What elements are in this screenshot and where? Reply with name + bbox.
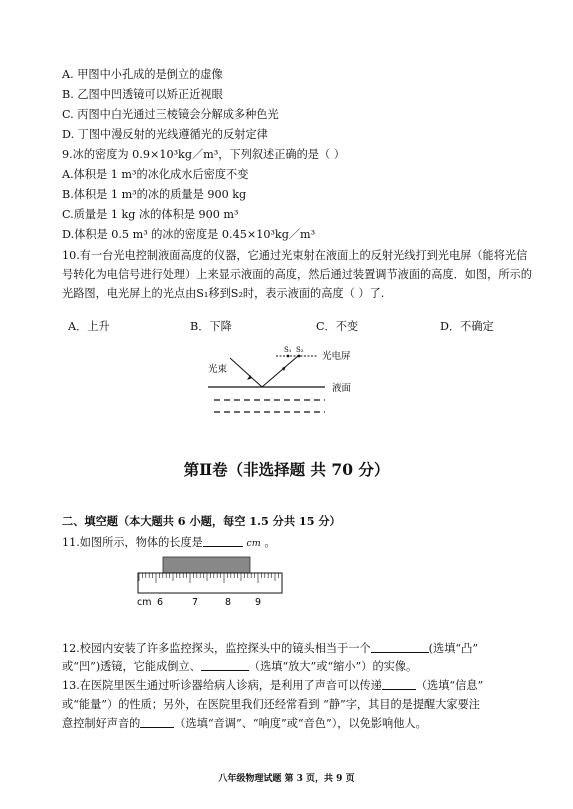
- reflected-beam: [262, 356, 298, 387]
- q12-blank-2[interactable]: [201, 659, 249, 671]
- q10-light-path-figure: [200, 342, 370, 422]
- ruler-unit-label: cm: [137, 597, 152, 608]
- q10-option-d: D．不确定: [440, 320, 494, 333]
- ruler-label-8: 8: [225, 597, 232, 608]
- screen-label: 光电屏: [322, 351, 351, 362]
- point-s2: [298, 355, 301, 358]
- q11-unit: cm: [246, 538, 261, 549]
- q12-text-c: 或“凹”)透镜，它能成倒立、: [62, 660, 201, 673]
- liquid-label: 液面: [332, 383, 352, 394]
- q13-blank-2[interactable]: [140, 716, 174, 728]
- s2-label: S₂: [296, 346, 304, 354]
- q12-text-d: （选填“放大”或“缩小”）的实像。: [248, 660, 418, 673]
- q13-line-2: 或“能量”）的性质；另外，在医院里我们还经常看到 “静”字，其目的是提醒大家要注: [62, 698, 480, 711]
- q10-option-b: B．下降: [190, 320, 232, 333]
- q8-option-a: A. 甲图中小孔成的是倒立的虚像: [62, 68, 223, 81]
- fill-section-heading: 二、填空题（本大题共 6 小题，每空 1.5 分共 15 分）: [62, 514, 341, 528]
- q11-answer-blank[interactable]: [203, 535, 243, 547]
- ruler-label-9: 9: [255, 597, 262, 608]
- incident-beam: [230, 358, 262, 387]
- reflected-arrow: [282, 366, 286, 371]
- q10-option-c: C．不变: [316, 320, 359, 333]
- q8-option-b: B. 乙图中凹透镜可以矫正近视眼: [62, 88, 223, 101]
- beam-label: 光束: [208, 364, 228, 375]
- page-footer: 八年级物理试题 第 3 页，共 9 页: [218, 774, 355, 784]
- q8-option-c: C. 丙图中白光通过三棱镜会分解成多种色光: [62, 108, 279, 121]
- q9-stem: 9.冰的密度为 0.9×10³kg／m³，下列叙述正确的是（ ）: [62, 148, 345, 161]
- q9-option-b: B.体积是 1 m³的冰的质量是 900 kg: [62, 188, 247, 201]
- q9-option-d: D.体积是 0.5 m³ 的冰的密度是 0.45×10³kg／m³: [62, 228, 316, 241]
- q12-text-a: 12.校园内安装了许多监控探头，监控探头中的镜头相当于一个: [62, 642, 371, 655]
- q11-text: 11.如图所示，物体的长度是: [62, 536, 203, 549]
- s1-label: S₁: [284, 346, 292, 354]
- q8-option-d: D. 丁图中漫反射的光线遵循光的反射定律: [62, 128, 268, 141]
- q13-text-d: 意控制好声音的: [62, 717, 141, 730]
- q13-text-b: （选填“信息”: [415, 679, 484, 692]
- q13-line-1: [62, 678, 483, 694]
- measured-object: [163, 557, 250, 573]
- q10-stem: 10.有一台光电控制液面高度的仪器，它通过光束射在液面上的反射光线打到光电屏（能将光信号转化为电信号进行处理）上来显示液面的高度，然后通过装置调节液面的高度．如图，所示的光路图，电光屏上的光点由S₁移到S₂时，表示液面的高度（ ）了.: [62, 249, 532, 300]
- q11-stem: 11.如图所示，物体的长度是 cm 。: [62, 536, 276, 549]
- q13-line-3: [62, 716, 427, 732]
- q12-blank-1[interactable]: [371, 641, 429, 653]
- q13-blank-1[interactable]: [382, 678, 416, 690]
- q12-text-b: (选填“凸”: [428, 642, 479, 655]
- q13-text-e: （选填“音调”、“响度”或“音色”），以免影响他人。: [174, 717, 427, 730]
- ruler-label-7: 7: [192, 597, 199, 608]
- section-title: 第Ⅱ卷（非选择题 共 70 分）: [183, 460, 390, 479]
- q9-option-c: C.质量是 1 kg 冰的体积是 900 m³: [62, 208, 239, 221]
- q12-line-1: [62, 641, 478, 657]
- q9-option-a: A.体积是 1 m³的冰化成水后密度不变: [62, 168, 249, 181]
- point-s1: [287, 355, 290, 358]
- q10-options: [68, 318, 528, 334]
- q11-ruler-figure: [135, 555, 285, 615]
- q12-line-2: [62, 659, 417, 675]
- q10-option-a: A．上升: [68, 320, 110, 333]
- q13-text-a: 13.在医院里医生通过听诊器给病人诊病，是利用了声音可以传递: [62, 679, 382, 692]
- ruler-label-6: 6: [157, 597, 164, 608]
